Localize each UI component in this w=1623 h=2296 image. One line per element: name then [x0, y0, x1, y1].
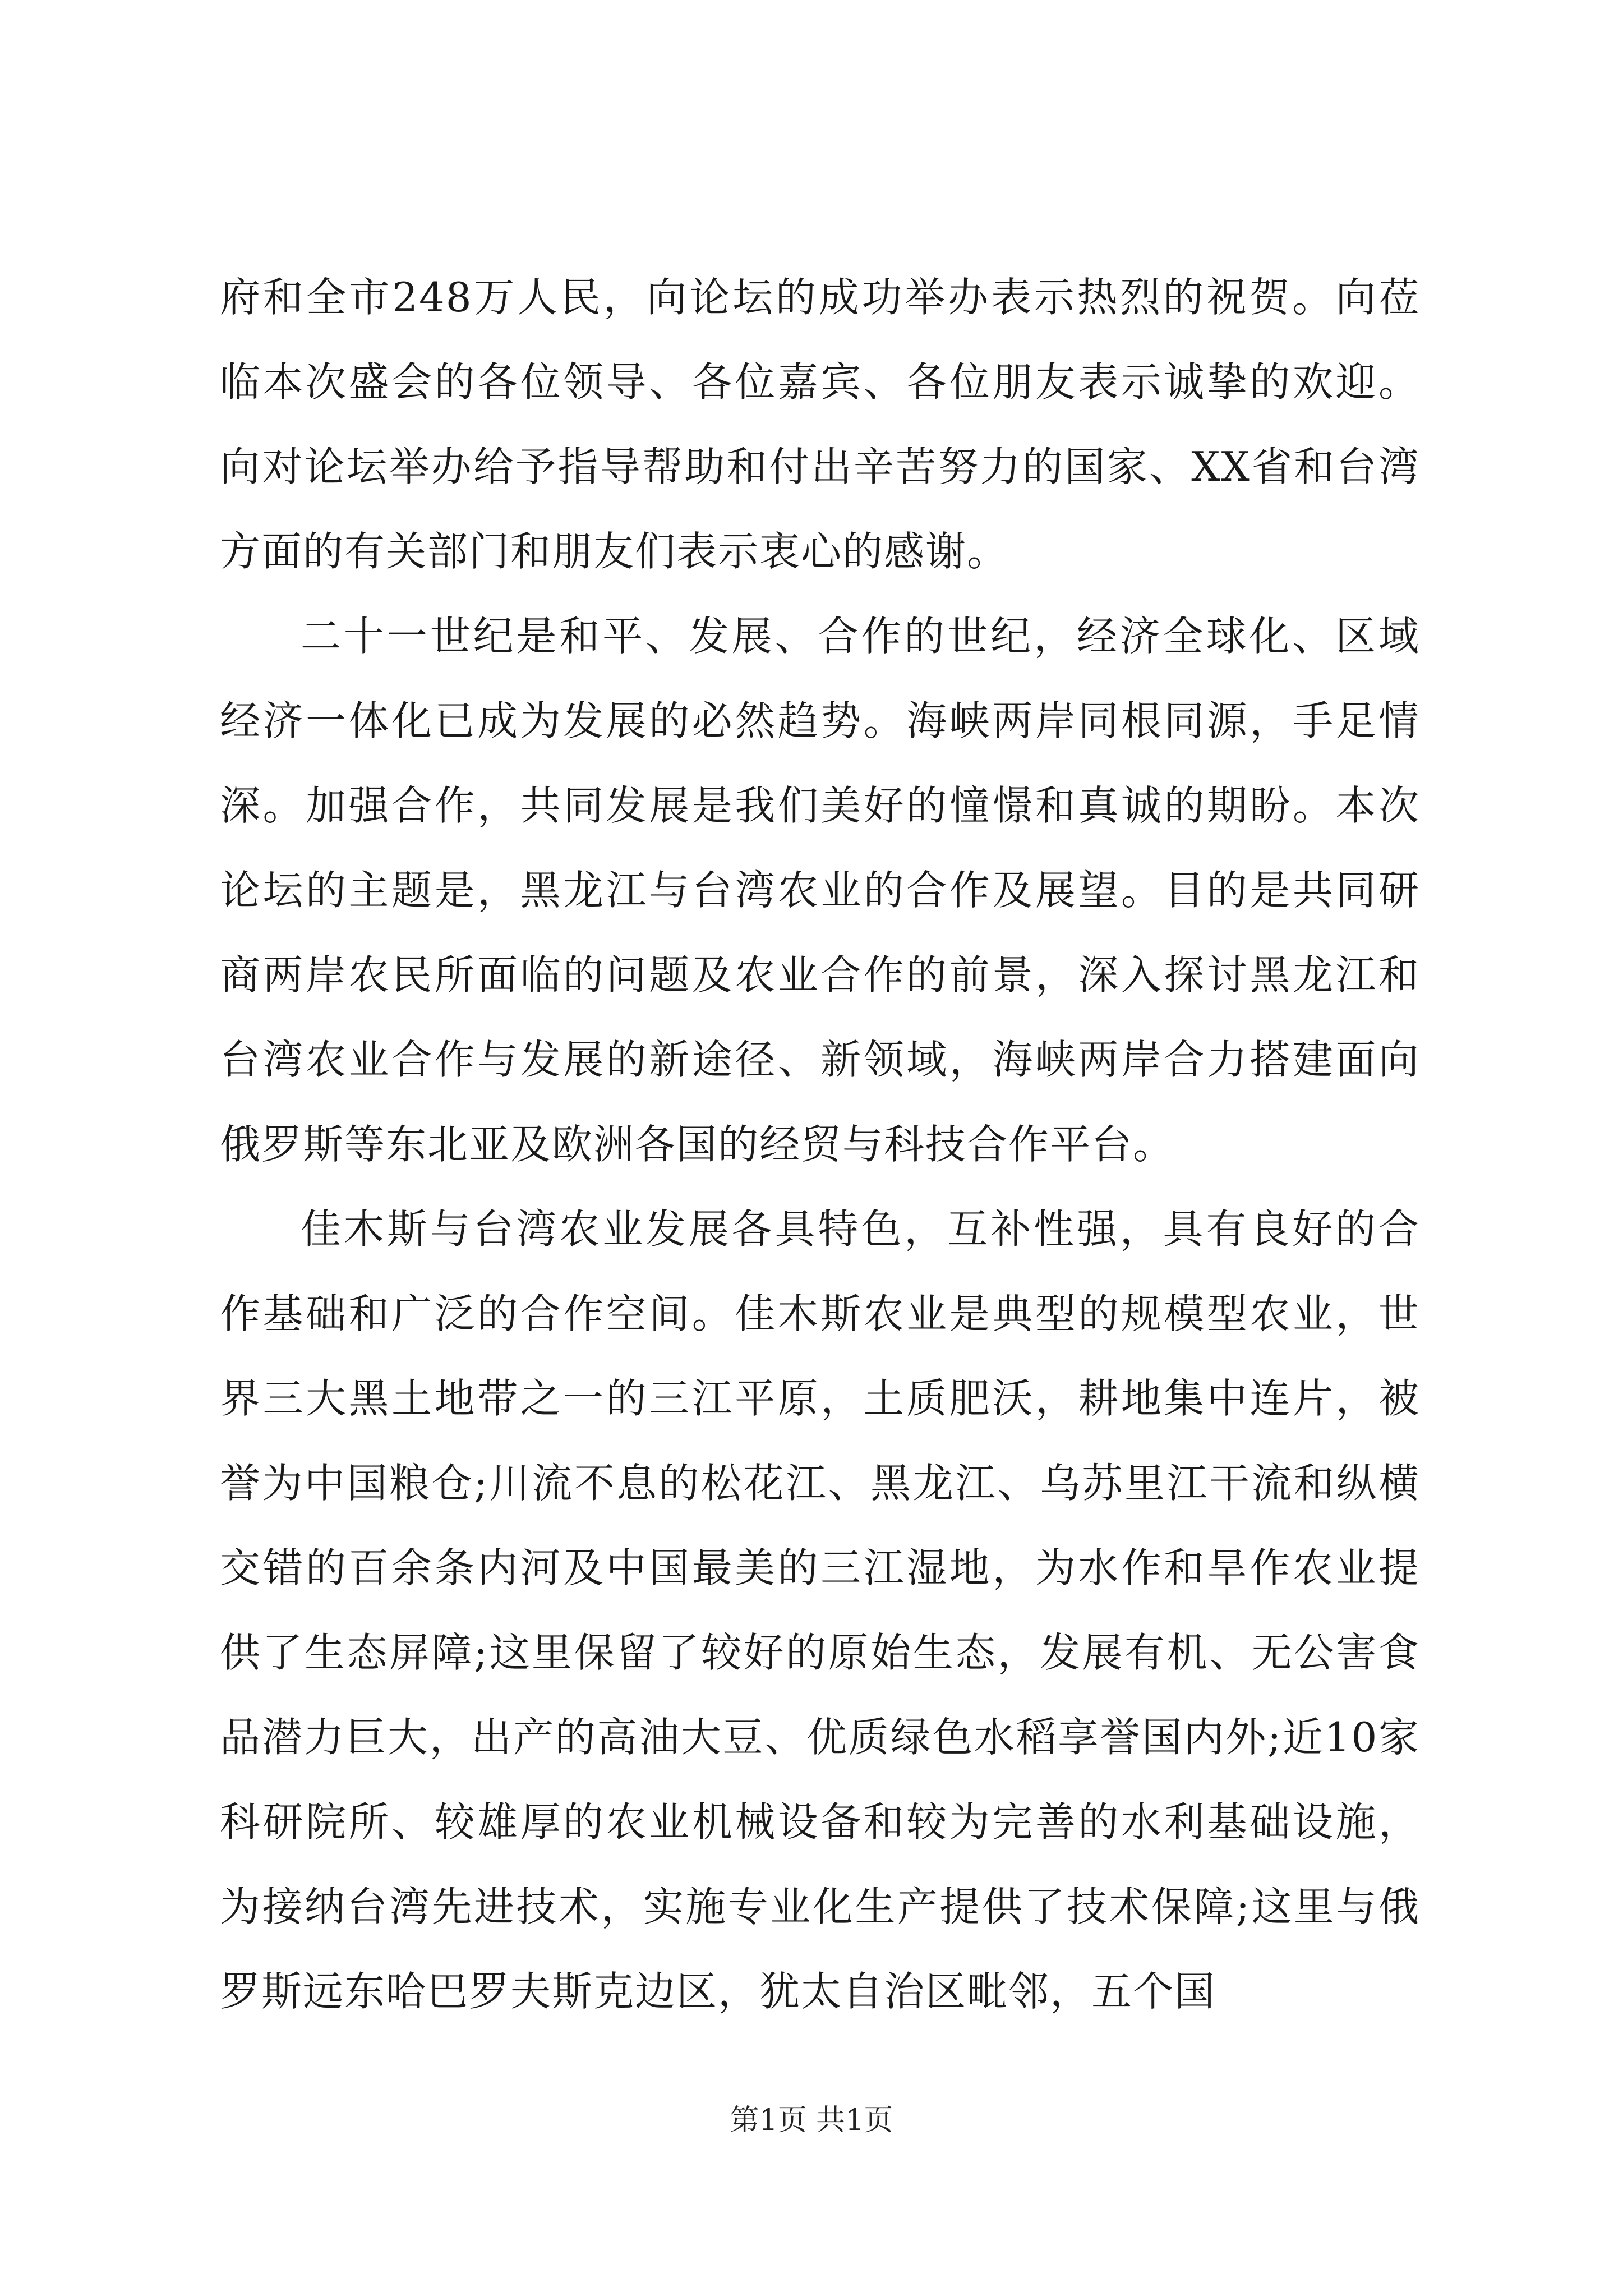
paragraph-1: 府和全市248万人民，向论坛的成功举办表示热烈的祝贺。向莅临本次盛会的各位领导、各位嘉宾、各位朋友表示诚挚的欢迎。向对论坛举办给予指导帮助和付出辛苦努力的国家、XX省和台湾方面的有关部门和朋友们表示衷心的感谢。 — [220, 274, 1420, 575]
page-footer: 第1页 共1页 — [730, 2104, 893, 2137]
paragraph-3: 佳木斯与台湾农业发展各具特色，互补性强，具有良好的合作基础和广泛的合作空间。佳木斯农业是典型的规模型农业，世界三大黑土地带之一的三江平原，土质肥沃，耕地集中连片，被誉为中国粮仓;川流不息的松花江、黑龙江、乌苏里江干流和纵横交错的百余条内河及中国最美的三江湿地，为水作和旱作农业提供了生态屏障;这里保留了较好的原始生态，发展有机、无公害食品潜力巨大，出产的高油大豆、优质绿色水稻享誉国内外;近10家科研院所、较雄厚的农业机械设备和较为完善的水利基础设施，为接纳台湾先进技术，实施专业化生产提供了技术保障;这里与俄罗斯远东哈巴罗夫斯克边区，犹太自治区毗邻，五个国 — [220, 1205, 1420, 2015]
paragraph-2: 二十一世纪是和平、发展、合作的世纪，经济全球化、区域经济一体化已成为发展的必然趋势。海峡两岸同根同源，手足情深。加强合作，共同发展是我们美好的憧憬和真诚的期盼。本次论坛的主题是，黑龙江与台湾农业的合作及展望。目的是共同研商两岸农民所面临的问题及农业合作的前景，深入探讨黑龙江和台湾农业合作与发展的新途径、新领域，海峡两岸合力搭建面向俄罗斯等东北亚及欧洲各国的经贸与科技合作平台。 — [220, 613, 1420, 1168]
body-text — [220, 255, 1420, 2034]
